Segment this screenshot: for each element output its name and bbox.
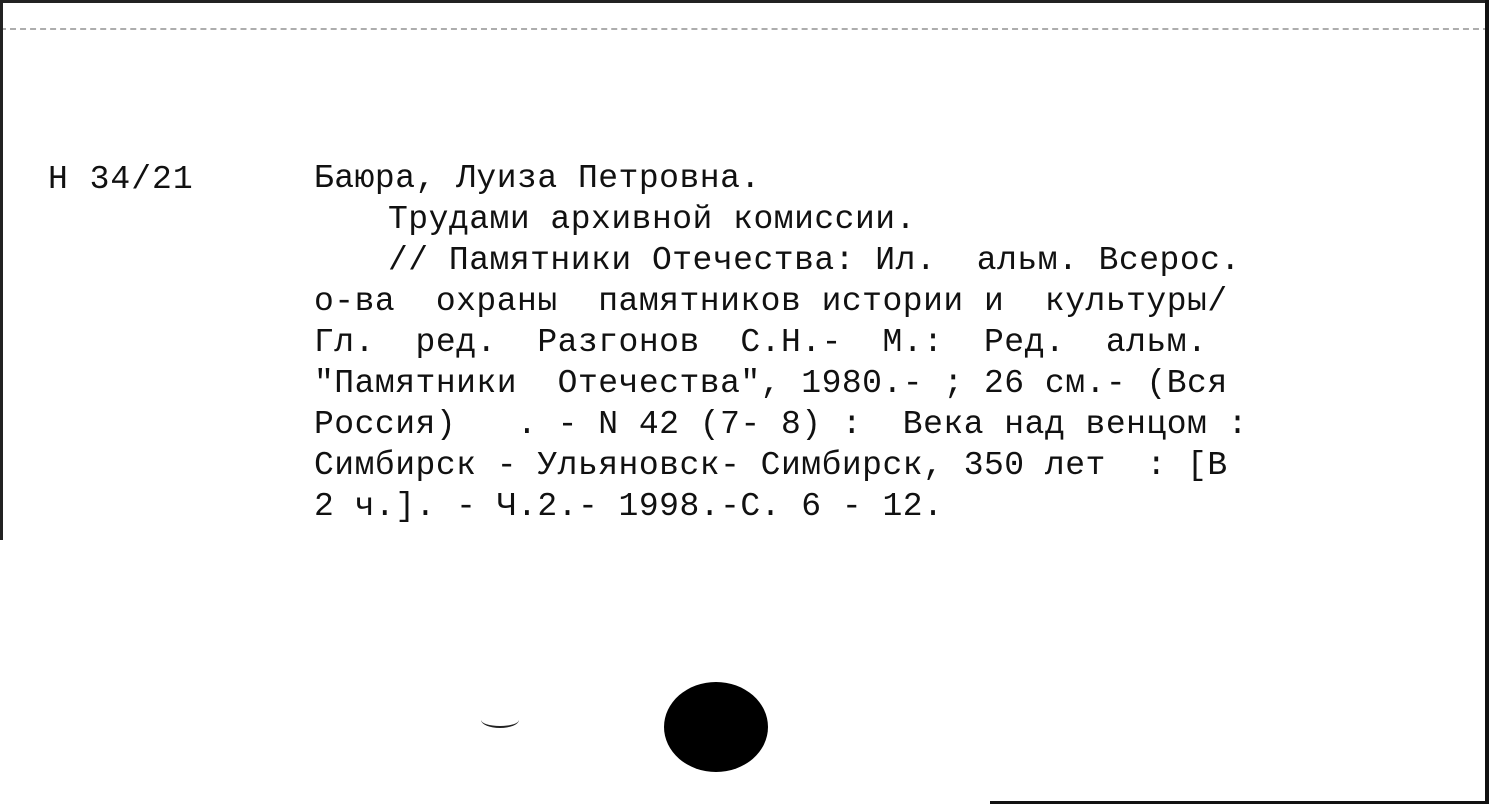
punch-hole: [664, 682, 768, 772]
entry-line: Гл. ред. Разгонов С.Н.- М.: Ред. альм.: [314, 324, 1208, 361]
bibliographic-entry: [314, 158, 1379, 527]
pencil-mark: [481, 712, 519, 728]
entry-line: о-ва охраны памятников истории и культуры/: [314, 283, 1228, 320]
entry-line: // Памятники Отечества: Ил. альм. Всерос.: [388, 242, 1241, 279]
author-line: Баюра, Луиза Петровна.: [314, 160, 761, 197]
entry-line: "Памятники Отечества", 1980.- ; 26 см.- (Вся: [314, 365, 1228, 402]
card-right-edge: [1485, 0, 1489, 804]
entry-line: 2 ч.]. - Ч.2.- 1998.-С. 6 - 12.: [314, 488, 944, 525]
entry-line: Россия) . - N 42 (7- 8) : Века над венцом :: [314, 406, 1248, 443]
card-top-dashed-line: [0, 28, 1489, 30]
title-line: Трудами архивной комиссии.: [388, 201, 916, 238]
card-left-edge: [0, 0, 3, 540]
card-top-edge: [0, 0, 1489, 3]
call-number: Н 34/21: [48, 161, 194, 198]
entry-line: Симбирск - Ульяновск- Симбирск, 350 лет : [В: [314, 447, 1228, 484]
